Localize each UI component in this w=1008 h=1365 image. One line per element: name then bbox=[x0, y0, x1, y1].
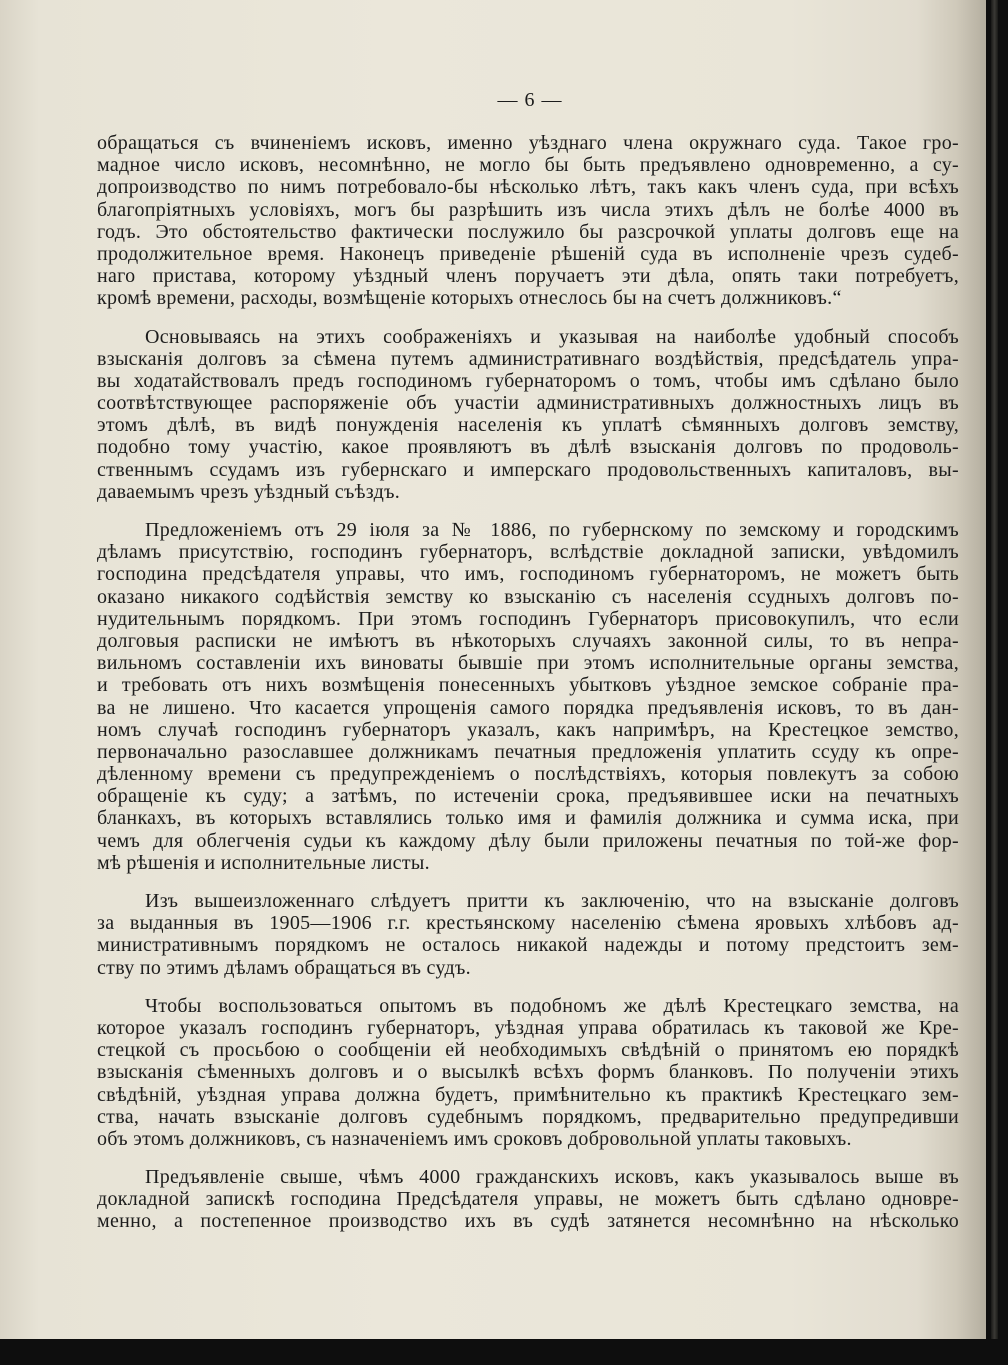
text-line: ва не лишено. Что касается упрощенія самого порядка предъявленія исковъ, то въ дан- bbox=[97, 696, 959, 719]
text-line: которое указалъ господинъ губернаторъ, уѣздная управа обратилась къ таковой же Кре- bbox=[97, 1016, 959, 1039]
paragraph bbox=[97, 995, 959, 1150]
text-line: обращаться съ вчиненіемъ исковъ, именно уѣзднаго члена окружнаго суда. Такое гро- bbox=[97, 132, 959, 154]
text-line: Предложеніемъ отъ 29 іюля за № 1886, по губернскому по земскому и городскимъ bbox=[145, 519, 959, 541]
body-text bbox=[97, 132, 959, 1233]
text-line: чемъ для облегченія судьи къ каждому дѣлу были приложены печатныя по той-же фор- bbox=[97, 829, 959, 852]
text-line: министративнымъ порядкомъ не осталось никакой надежды и потому предстоитъ зем- bbox=[97, 934, 959, 957]
text-line: дѣленному времени съ предупрежденіемъ о послѣдствіяхъ, которыя повлекутъ за собою bbox=[97, 763, 959, 786]
text-line: взысканія сѣменныхъ долговъ и о высылкѣ всѣхъ формъ бланковъ. По полученіи этихъ bbox=[97, 1061, 959, 1084]
text-line: взысканія долговъ за сѣмена путемъ административнаго воздѣйствія, предсѣдатель упра- bbox=[97, 347, 959, 370]
text-line: вильномъ составленіи ихъ виноваты бывшіе при этомъ исполнительные органы земства, bbox=[97, 652, 959, 675]
text-line: свѣдѣній, уѣздная управа должна будетъ, примѣнительно къ практикѣ Крестецкаго зем- bbox=[97, 1083, 959, 1106]
text-line: господина предсѣдателя управы, что имъ, господиномъ губернаторомъ, не можетъ быть bbox=[97, 563, 959, 586]
text-line: подобно тому участію, какое проявляютъ въ дѣлѣ взысканія долговъ по продоволь- bbox=[97, 436, 959, 459]
text-line: стецкой съ просьбою о сообщеніи ей необходимыхъ свѣдѣній о принятомъ ею порядкѣ bbox=[97, 1039, 959, 1062]
paragraph bbox=[97, 1166, 959, 1233]
text-line: менно, а постепенное производство ихъ въ судѣ затянется несомнѣнно на нѣсколько bbox=[97, 1210, 959, 1233]
text-line: Предъявленіе свыше, чѣмъ 4000 гражданскихъ исковъ, какъ указывалось выше въ bbox=[145, 1166, 959, 1189]
paragraph bbox=[97, 519, 959, 874]
text-line: продолжительное время. Наконецъ приведеніе рѣшеній суда въ исполненіе чрезъ судеб- bbox=[97, 242, 959, 265]
text-line: обращеніе къ суду; а затѣмъ, по истеченіи срока, предъявившее иски на печатныхъ bbox=[97, 785, 959, 808]
text-line: ства, начать взысканіе долговъ судебнымъ порядкомъ, предварительно предупредивши bbox=[97, 1105, 959, 1128]
page-number: — 6 — bbox=[497, 89, 563, 111]
paragraph bbox=[97, 326, 959, 504]
text-line: первоначально разославшее должникамъ печатныя предложенія уплатить ссуду къ опре- bbox=[97, 740, 959, 763]
text-line: кромѣ времени, расходы, возмѣщеніе которыхъ отнеслось бы на счетъ должниковъ.“ bbox=[97, 287, 842, 310]
text-line: номъ случаѣ господинъ губернаторъ указалъ, какъ напримѣръ, на Крестецкое земство, bbox=[97, 718, 959, 741]
text-line: благопріятныхъ условіяхъ, могъ бы разрѣшить изъ числа этихъ дѣлъ не болѣе 4000 въ bbox=[97, 198, 959, 221]
text-line: долговыя расписки не имѣютъ въ нѣкоторыхъ случаяхъ законной силы, то въ непра- bbox=[97, 629, 959, 652]
adjacent-page-edge bbox=[991, 0, 998, 1339]
text-line: объ этомъ должниковъ, съ назначеніемъ имъ сроковъ добровольной уплаты таковыхъ. bbox=[97, 1127, 852, 1150]
text-line: Изъ вышеизложеннаго слѣдуетъ притти къ заключенію, что на взысканіе долговъ bbox=[145, 890, 959, 912]
text-line: ственнымъ ссудамъ изъ губернскаго и имперскаго продовольственныхъ капиталовъ, вы- bbox=[97, 458, 959, 481]
text-line: соотвѣтствующее распоряженіе объ участіи административныхъ должностныхъ лицъ въ bbox=[97, 392, 959, 415]
text-line: Чтобы воспользоваться опытомъ въ подобномъ же дѣлѣ Крестецкаго земства, на bbox=[145, 994, 959, 1017]
text-line: оказано никакого содѣйствія земству ко взысканію съ населенія ссудныхъ долговъ по- bbox=[97, 585, 959, 608]
paragraph bbox=[97, 890, 959, 979]
text-line: наго пристава, которому уѣздный членъ поручаетъ эти дѣла, опять таки потребуетъ, bbox=[97, 265, 959, 288]
text-line: даваемымъ чрезъ уѣздный съѣздъ. bbox=[97, 480, 401, 503]
text-line: бланкахъ, въ которыхъ вставлялись только имя и фамилія должника и сумма иска, при bbox=[97, 807, 959, 830]
text-line: и требовать отъ нихъ возмѣщенія понесенныхъ убытковъ уѣздное земское собраніе пра- bbox=[97, 674, 959, 697]
text-line: ству по этимъ дѣламъ обращаться въ судъ. bbox=[97, 956, 471, 979]
text-line: этомъ дѣлѣ, въ видѣ понужденія населенія къ уплатѣ сѣмянныхъ долговъ земству, bbox=[97, 414, 959, 437]
text-line: допроизводство по нимъ потребовало-бы нѣсколько лѣтъ, такъ какъ членъ суда, при всѣхъ bbox=[97, 176, 959, 199]
paragraph bbox=[97, 132, 959, 310]
text-line: дѣламъ присутствію, господинъ губернаторъ, вслѣдствіе докладной записки, увѣдомилъ bbox=[97, 541, 959, 564]
text-line: вы ходатайствовалъ предъ господиномъ губернаторомъ о томъ, чтобы имъ сдѣлано было bbox=[97, 369, 959, 392]
text-line: годъ. Это обстоятельство фактически послужило бы разсрочкой уплаты долговъ еще на bbox=[97, 220, 959, 243]
text-line: за выданныя въ 1905—1906 г.г. крестьянскому населенію сѣмена яровыхъ хлѣбовъ ад- bbox=[97, 912, 959, 935]
text-line: докладной запискѣ господина Предсѣдателя управы, не можетъ быть сдѣлано одновре- bbox=[97, 1188, 959, 1211]
text-line: мѣ рѣшенія и исполнительные листы. bbox=[97, 851, 430, 874]
text-line: мадное число исковъ, несомнѣнно, не могло бы быть предъявлено одновременно, а су- bbox=[97, 154, 959, 177]
text-line: Основываясь на этихъ соображеніяхъ и указывая на наиболѣе удобный способъ bbox=[145, 325, 959, 348]
text-line: нудительнымъ порядкомъ. При этомъ господинъ Губернаторъ присовокупилъ, что если bbox=[97, 607, 959, 630]
